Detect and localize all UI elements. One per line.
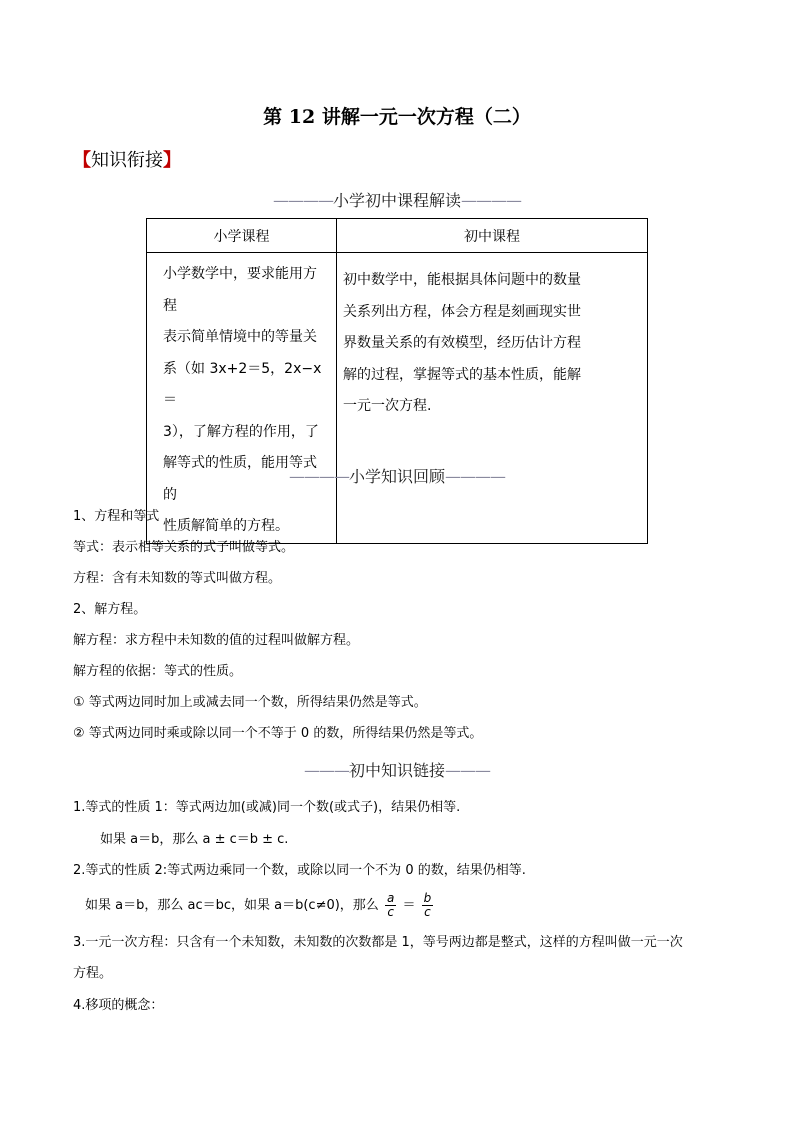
property-2: 2.等式的性质 2:等式两边乘同一个数，或除以同一个不为 0 的数，结果仍相等. [73, 863, 526, 878]
primary-line: 性质解简单的方程。 [163, 518, 289, 534]
bracket-close: 】 [163, 150, 181, 171]
property-1: 1.等式的性质 1：等式两边加(或减)同一个数(或式子)，结果仍相等. [73, 800, 461, 815]
frac-den: c [387, 905, 394, 919]
cell-middle-course [337, 253, 648, 544]
divider-text: 初中知识链接 [348, 761, 445, 780]
primary-line: 3），了解方程的作用，了 [163, 423, 319, 440]
frac-num: b [423, 891, 432, 905]
review-line-equation: 等式：表示相等关系的式子叫做等式。 [73, 540, 295, 555]
page-title: 第 12 讲解一元一次方程（二） [263, 106, 531, 128]
linear-equation-def-2: 方程。 [73, 966, 113, 981]
frac-equals: ＝ [402, 898, 416, 913]
cell-primary-course [147, 253, 337, 544]
fraction-a-over-c [385, 892, 396, 919]
curriculum-table [146, 218, 648, 544]
review-line-solving: 解方程：求方程中未知数的值的过程叫做解方程。 [73, 633, 360, 648]
review-heading-1: 1、方程和等式 [73, 509, 160, 524]
middle-link-divider [0, 758, 794, 781]
review-line-rule-1: ① 等式两边同时加上或减去同一个数，所得结果仍然是等式。 [73, 695, 427, 710]
section-tag-text: 知识衔接 [91, 150, 163, 171]
property-1-example: 如果 a＝b，那么 a ± c＝b ± c. [100, 832, 289, 847]
divider-dash-right: ———— [445, 467, 505, 486]
review-line-equation-def: 方程：含有未知数的等式叫做方程。 [73, 571, 282, 586]
linear-equation-def-1: 3.一元一次方程：只含有一个未知数，未知数的次数都是 1，等号两边都是整式，这样的方程叫做一元一次 [73, 935, 683, 950]
frac-den: c [424, 905, 431, 919]
divider-dash-right: ——— [445, 761, 490, 780]
primary-review-divider [0, 464, 794, 487]
curriculum-divider [0, 188, 794, 211]
primary-line: 小学数学中，要求能用方程 [163, 266, 317, 314]
frac-num: a [386, 891, 395, 905]
property-2-example-text: 如果 a＝b，那么 ac＝bc，如果 a＝b(c≠0)，那么 [85, 898, 379, 913]
review-line-basis: 解方程的依据：等式的性质。 [73, 664, 243, 679]
primary-line: 表示简单情境中的等量关 [163, 329, 317, 345]
header-middle: 初中课程 [337, 219, 648, 253]
divider-dash-left: ——— [303, 761, 349, 780]
section-tag [73, 146, 181, 172]
divider-text: 小学知识回顾 [348, 467, 445, 486]
primary-line: 解等式的性质，能用等式的 [163, 455, 317, 503]
middle-line: 界数量关系的有效模型，经历估计方程 [343, 335, 581, 351]
primary-line: 系（如 3x+2＝5，2x−x＝ [163, 360, 322, 408]
middle-line: 初中数学中，能根据具体问题中的数量 [343, 272, 581, 288]
bracket-open: 【 [73, 150, 91, 171]
divider-dash-right: ———— [461, 191, 521, 210]
transposition-concept: 4.移项的概念： [73, 998, 164, 1013]
middle-line: 关系列出方程，体会方程是刻画现实世 [343, 303, 581, 320]
fraction-b-over-c [422, 892, 434, 919]
divider-text: 小学初中课程解读 [332, 191, 461, 210]
divider-dash-left: ———— [272, 191, 333, 210]
property-2-example [85, 892, 435, 919]
review-heading-2: 2、解方程。 [73, 602, 147, 617]
review-line-rule-2: ② 等式两边同时乘或除以同一个不等于 0 的数，所得结果仍然是等式。 [73, 726, 483, 741]
header-primary: 小学课程 [147, 219, 337, 253]
middle-line: 解的过程，掌握等式的基本性质，能解 [343, 366, 581, 383]
divider-dash-left: ———— [288, 467, 349, 486]
middle-line: 一元一次方程. [343, 398, 432, 414]
